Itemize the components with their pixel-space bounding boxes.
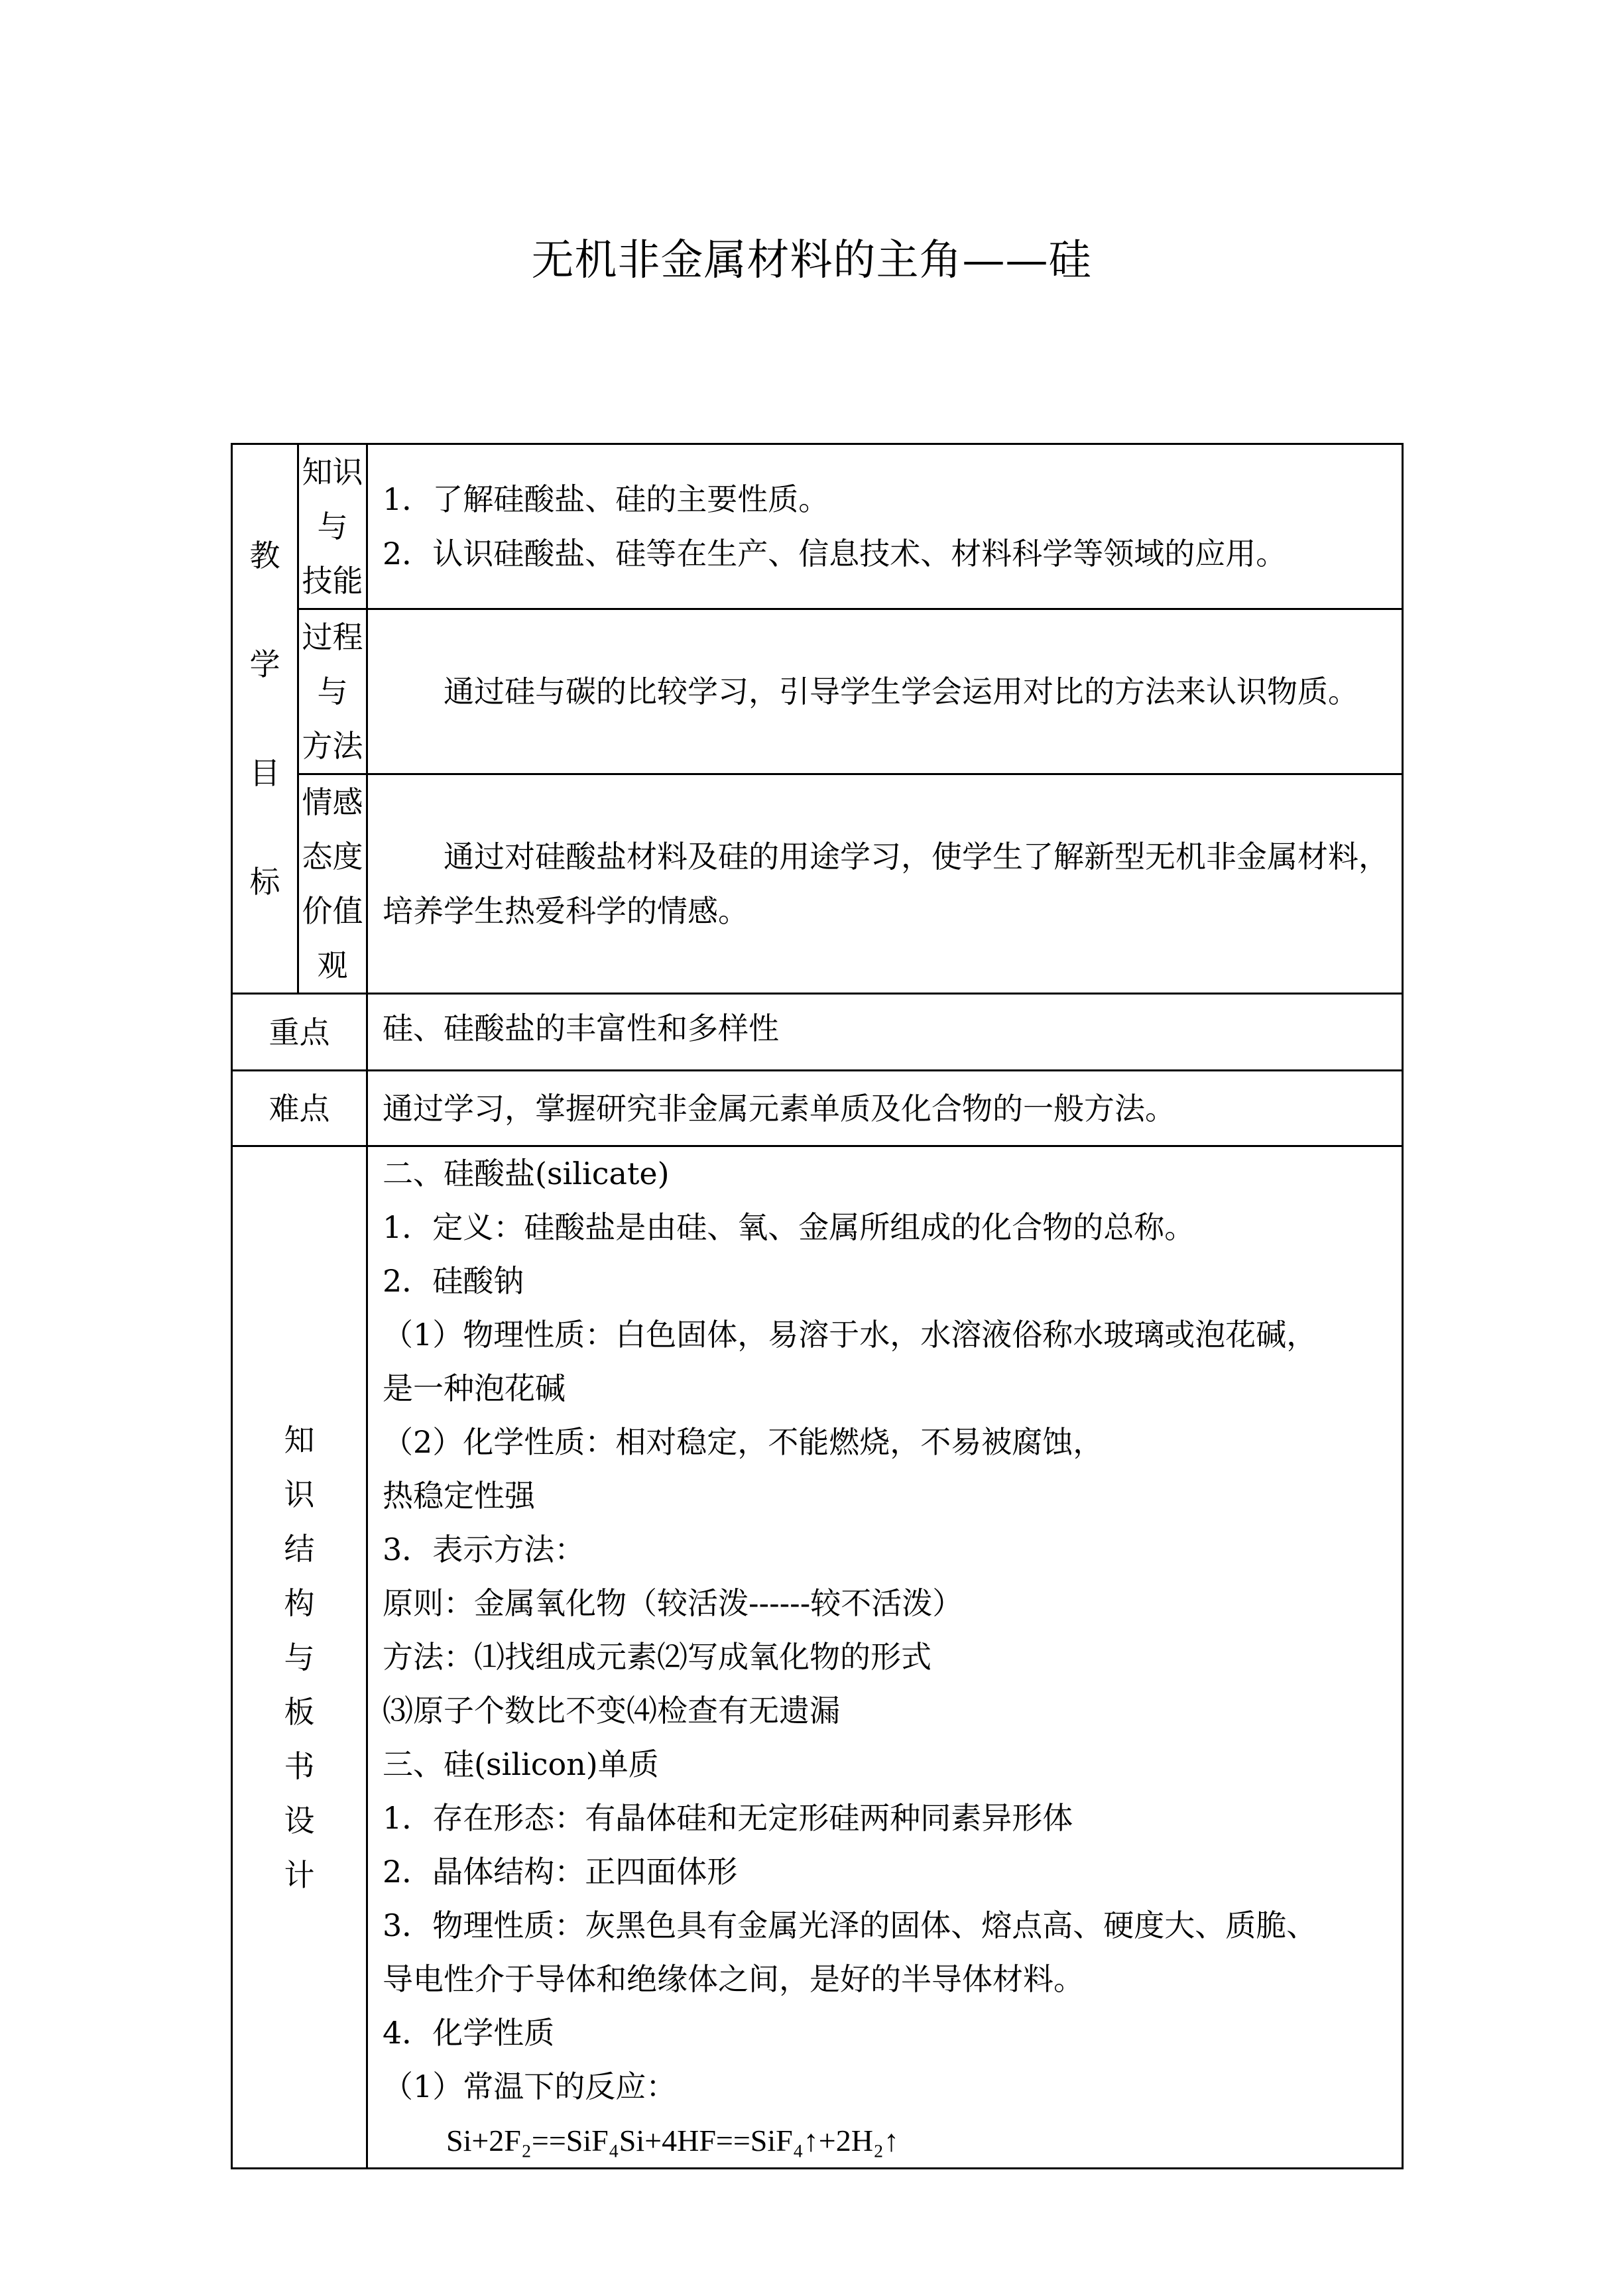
difficulty-text: 通过学习，掌握研究非金属元素单质及化合物的一般方法。 [367,1071,1403,1146]
ks-line: 3．物理性质：灰黑色具有金属光泽的固体、熔点高、硬度大、质脆、 [383,1907,1317,1943]
emotion-content [367,774,1403,994]
knowledge-structure-label [232,1146,367,2169]
ks-line: 导电性介于导体和绝缘体之间，是好的半导体材料。 [383,1961,1084,1997]
ks-line: 方法：⑴找组成元素⑵写成氧化物的形式 [383,1639,932,1675]
emotion-label-line: 情感 [302,784,363,820]
process-label-line: 方法 [302,728,363,764]
ks-line: 4．化学性质 [383,2015,555,2051]
knowledge-label-line: 与 [317,509,348,544]
ks-label-char: 计 [284,1856,315,1893]
ks-line: 1．存在形态：有晶体硅和无定形硅两种同素异形体 [383,1800,1073,1836]
ks-label-char: 知 [284,1421,315,1458]
objectives-label-char: 标 [249,864,280,900]
ks-line: 原则：金属氧化物（较活泼------较不活泼） [383,1585,963,1621]
ks-line: 2．硅酸钠 [383,1263,524,1299]
knowledge-content [367,444,1403,609]
ks-line: （1）常温下的反应： [383,2069,677,2104]
objectives-label [232,444,298,994]
knowledge-label-line: 技能 [302,563,363,599]
ks-label-char: 构 [284,1585,315,1621]
ks-line: 1．定义：硅酸盐是由硅、氧、金属所组成的化合物的总称。 [383,1209,1195,1245]
objectives-label-char: 教 [249,538,280,574]
ks-label-char: 结 [284,1530,315,1567]
process-label-line: 过程 [302,619,363,655]
knowledge-line: 2．认识硅酸盐、硅等在生产、信息技术、材料科学等领域的应用。 [383,536,1287,572]
ks-line: （1）物理性质：白色固体，易溶于水，水溶液俗称水玻璃或泡花碱， [383,1317,1317,1353]
emotion-text: 通过对硅酸盐材料及硅的用途学习，使学生了解新型无机非金属材料，培养学生热爱科学的情感。 [383,839,1389,929]
ks-line: 二、硅酸盐(silicate) [383,1156,670,1191]
objective-knowledge-row [232,444,1403,609]
knowledge-structure-content [367,1146,1403,2169]
ks-label-char: 识 [284,1476,315,1512]
ks-line: 3．表示方法： [383,1532,585,1567]
ks-label-char: 与 [284,1639,315,1675]
ks-line: 三、硅(silicon)单质 [383,1746,659,1782]
ks-label-char: 板 [284,1693,315,1730]
objective-process-row [232,609,1403,774]
lesson-plan-table [231,443,1404,2169]
process-label-line: 与 [317,674,348,709]
ks-line: ⑶原子个数比不变⑷检查有无遗漏 [383,1693,840,1728]
knowledge-label [298,444,367,609]
page-title: 无机非金属材料的主角——硅 [531,236,1092,285]
reaction-formula: Si+2F₂==SiF₄Si+4HF==SiF₄↑+2H₂↑ [446,2124,899,2157]
objective-emotion-row [232,774,1403,994]
key-point-text: 硅、硅酸盐的丰富性和多样性 [367,994,1403,1071]
knowledge-structure-row [232,1146,1403,2169]
ks-line: 2．晶体结构：正四面体形 [383,1854,738,1890]
ks-line: 是一种泡花碱 [383,1370,566,1406]
ks-line: （2）化学性质：相对稳定，不能燃烧，不易被腐蚀， [383,1424,1104,1460]
ks-label-char: 书 [284,1748,315,1784]
emotion-label-line: 价值观 [302,893,363,983]
difficulty-label: 难点 [232,1071,367,1146]
knowledge-label-line: 知识 [302,454,363,490]
ks-line: 热稳定性强 [383,1478,535,1514]
process-content [367,609,1403,774]
key-point-label: 重点 [232,994,367,1071]
emotion-label-line: 态度 [302,839,363,875]
process-label [298,609,367,774]
process-text: 通过硅与碳的比较学习，引导学生学会运用对比的方法来认识物质。 [444,674,1358,709]
emotion-label [298,774,367,994]
knowledge-line: 1．了解硅酸盐、硅的主要性质。 [383,481,829,517]
difficulty-row [232,1071,1403,1146]
objectives-label-char: 目 [249,755,280,791]
ks-label-char: 设 [284,1802,315,1839]
objectives-label-char: 学 [249,646,280,682]
key-point-row [232,994,1403,1071]
